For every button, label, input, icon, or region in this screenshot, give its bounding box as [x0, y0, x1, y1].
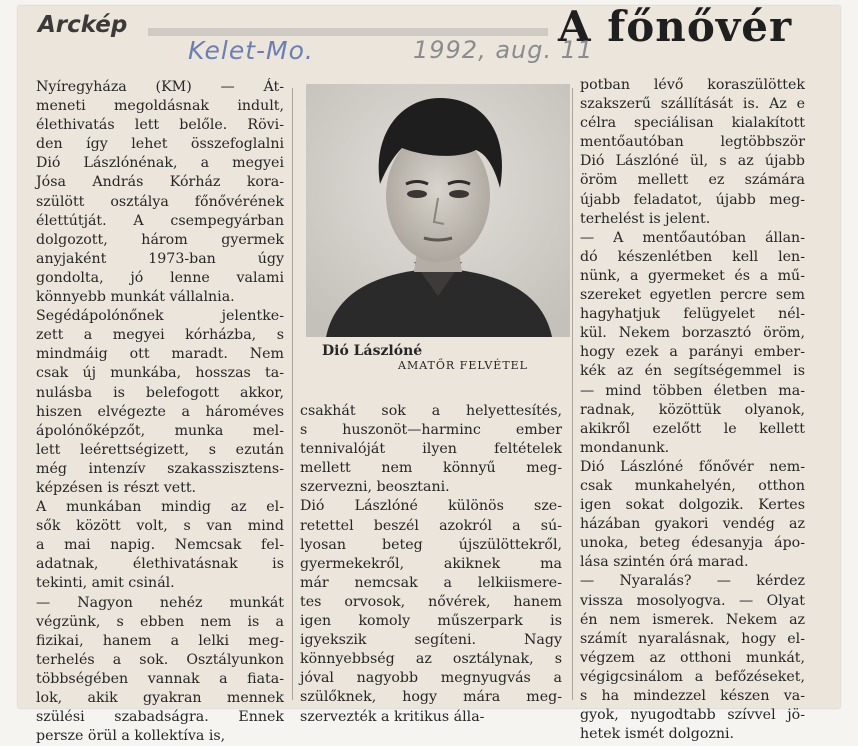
article-line: lása szintén órá marad.	[580, 554, 749, 571]
article-line: dolgozott, három gyermek	[36, 231, 284, 248]
article-line: szervezték a kritikus álla-	[300, 708, 485, 725]
article-line: radnak, közöttük olyanok,	[580, 401, 805, 418]
article-line: már nemcsak a lelkiismere-	[300, 574, 562, 591]
article-line: végigcsinálom a befőzéseket,	[580, 668, 805, 685]
article-line: mondanunk.	[580, 439, 670, 456]
photo-caption-credit: AMATŐR FELVÉTEL	[398, 359, 528, 372]
article-line: s ha mindezzel készen va-	[580, 688, 805, 704]
article-line: tennivalóját ilyen feltételek	[300, 441, 562, 458]
article-line: igen komoly műszerpark is	[300, 613, 562, 630]
article-line: dó készenlétben kell len-	[580, 248, 805, 265]
article-line: — A mentőautóban állan-	[580, 229, 805, 246]
article-column-2	[300, 402, 562, 727]
article-line: adatnak, élethivatásnak is	[36, 556, 284, 573]
article-line: tes orvosok, nővérek, hanem	[300, 593, 562, 610]
article-line: újabb feladatot, újabb meg-	[580, 191, 805, 208]
article-line: hagyhatjuk felügyelet nél-	[580, 306, 805, 323]
article-line: Dió Lászlóné különös sze-	[300, 498, 562, 515]
article-line: s huszonöt—harminc ember	[300, 422, 562, 439]
article-line: szervezni, beosztani.	[300, 479, 450, 496]
article-line: gondolta, jó lenne valami	[36, 269, 284, 286]
article-line: nulásba is belefogott akkor,	[36, 384, 284, 401]
article-line: hetek ismét dolgozni.	[580, 726, 735, 743]
article-line: A munkában mindig az el-	[36, 499, 284, 516]
article-line: a mai napig. Nemcsak fel-	[36, 537, 284, 554]
article-line: többségében vannak a fiata-	[36, 670, 284, 687]
column-rule-right	[572, 88, 573, 700]
rubric-label: Arckép	[38, 12, 128, 38]
article-line: mindmáig ott maradt. Nem	[36, 346, 284, 363]
article-line: tekinti, amit csinál.	[36, 575, 175, 592]
article-line: sők között volt, s van mind	[36, 518, 284, 535]
article-line: gyermekekről, akiknek ma	[300, 555, 562, 572]
article-line: hiszen elvégezte a hároméves	[36, 403, 284, 420]
article-line: még intenzív szakasszisztens-	[36, 460, 284, 477]
article-line: célra speciálisan kialakított	[580, 115, 805, 132]
photo-caption-name: Dió Lászlóné	[322, 343, 423, 359]
article-line: mellett nem könnyű meg-	[300, 460, 562, 477]
article-line: — Nagyon nehéz munkát	[36, 594, 284, 611]
article-line: ápolónőképzőt, munka mel-	[36, 422, 284, 439]
article-line: Dió Lászlónénak, a megyei	[36, 155, 284, 172]
article-line: nünk, a gyermeket és a mű-	[580, 267, 805, 284]
article-line: lok, akik gyakran mennek	[36, 690, 284, 706]
article-line: szereket egyetlen percre sem	[580, 287, 805, 304]
article-line: anyjaként 1973-ban úgy	[36, 250, 284, 267]
article-line: Dió Lászlóné főnővér nem-	[580, 458, 805, 475]
article-line: Nyíregyháza (KM) — Át-	[36, 79, 284, 95]
article-line: hogy ezek a parányi ember-	[580, 344, 805, 361]
portrait-image	[306, 84, 570, 337]
article-line: könnyebb munkát vállalnia.	[36, 289, 235, 306]
article-line: gyok, nyugodtabb szívvel jö-	[580, 707, 805, 724]
article-line: csakhát sok a helyettesítés,	[300, 403, 562, 419]
rubric-bar	[148, 28, 548, 36]
article-line: házában gyakori vendég az	[580, 516, 805, 533]
article-line: igyekszik segíteni. Nagy	[300, 632, 562, 649]
article-line: unoka, beteg édesanyja ápo-	[580, 535, 805, 552]
column-rule-left	[292, 88, 293, 700]
article-line: — mind többen életben ma-	[580, 382, 805, 399]
article-line: lyosan beteg újszülöttekről,	[300, 536, 562, 553]
article-line: csak munkahelyén, otthon	[580, 477, 805, 494]
article-line: számít nyaralásnak, hogy el-	[580, 630, 805, 647]
article-line: terhelést is jelent.	[580, 210, 711, 227]
article-line: den így lehet összefoglalni	[36, 136, 284, 153]
article-line: Segédápolónőnek jelentke-	[36, 308, 284, 325]
article-line: akikről ezelőtt le kellett	[580, 420, 805, 437]
portrait-photo	[306, 84, 570, 337]
article-line: retettel beszél azokról a sú-	[300, 517, 562, 534]
article-line: kék az én segítségemmel is	[580, 363, 805, 380]
article-line: csak új munkába, hosszas ta-	[36, 365, 284, 382]
article-line: fizikai, hanem a lelki meg-	[36, 632, 284, 649]
article-line: könnyebbség az osztálynak, s	[300, 651, 562, 668]
article-line: élethivatás lett belőle. Rövi-	[36, 117, 284, 134]
article-line: szakszerű szállítását is. Az e	[580, 96, 805, 113]
article-line: végzünk, s ebben nem is a	[36, 613, 284, 630]
article-line: mentőautóban legtöbbször	[580, 134, 805, 151]
article-line: lett leérettségizett, s ezután	[36, 441, 284, 458]
article-column-1	[36, 78, 284, 746]
article-line: potban lévő koraszülöttek	[580, 77, 805, 93]
article-line: vissza mosolyogva. — Olyat	[580, 592, 805, 609]
article-line: végzem az otthoni munkát,	[580, 649, 805, 666]
handwritten-date: 1992, aug. 11	[413, 36, 594, 64]
article-line: meneti megoldásnak indult,	[36, 98, 284, 115]
article-line: zett a megyei kórházba, s	[36, 327, 284, 344]
article-line: öröm mellett ez számára	[580, 172, 805, 189]
article-line: kül. Nekem borzasztó öröm,	[580, 325, 805, 342]
article-line: Jósa András Kórház kora-	[36, 174, 284, 191]
article-line: szülött osztálya főnővérének	[36, 193, 284, 210]
article-line: persze örül a kollektíva is,	[36, 728, 226, 745]
article-line: jóval nagyobb megnyugvás a	[300, 670, 562, 687]
article-line: szülési szabadságra. Ennek	[36, 709, 284, 726]
article-line: képzésen is részt vett.	[36, 479, 197, 496]
article-line: igen sokat dolgozik. Kertes	[580, 497, 805, 514]
article-line: — Nyaralás? — kérdez	[580, 573, 805, 590]
article-column-3	[580, 76, 805, 744]
headline: A főnővér	[558, 2, 793, 51]
handwritten-source: Kelet-Mo.	[188, 36, 314, 65]
article-line: élettútját. A csempegyárban	[36, 212, 284, 229]
article-line: én nem ismerek. Nekem az	[580, 611, 805, 628]
article-line: szülőknek, hogy mára meg-	[300, 689, 562, 706]
article-line: Dió Lászlóné ül, s az újabb	[580, 153, 805, 170]
article-line: terhelés a sok. Osztályunkon	[36, 651, 284, 668]
